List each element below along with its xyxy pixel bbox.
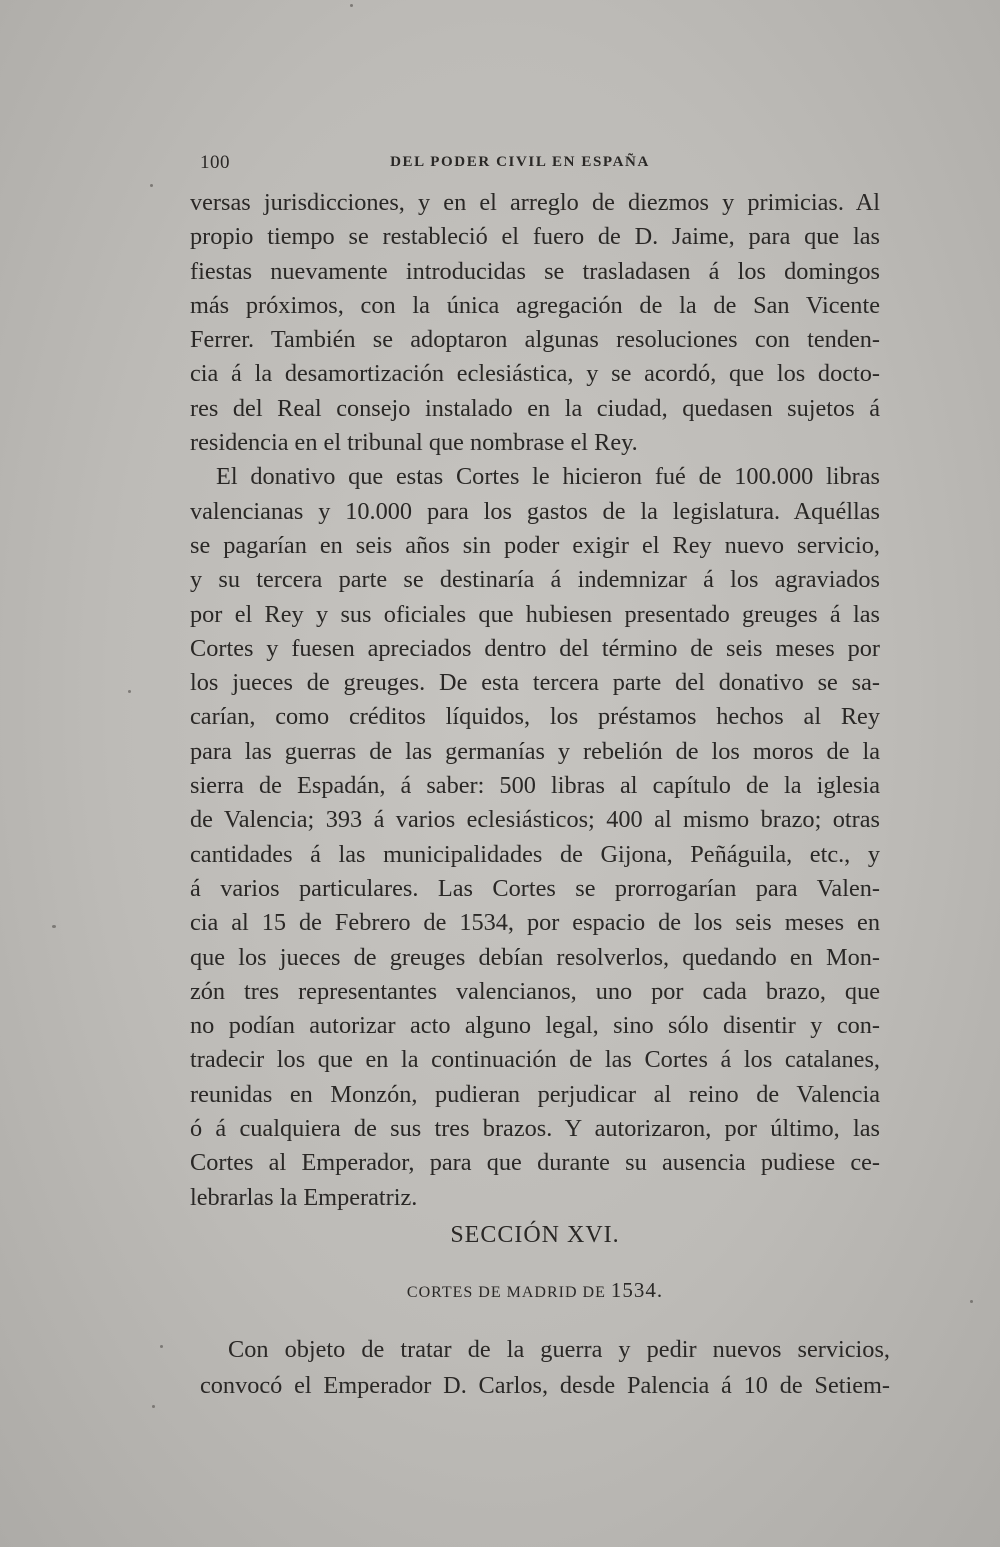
- text-line: valencianas y 10.000 para los gastos de la legislatura. Aquéllas: [190, 497, 880, 525]
- print-speck: [160, 1345, 163, 1348]
- text-line: propio tiempo se restableció el fuero de D. Jaime, para que las: [190, 223, 880, 251]
- page-number: 100: [200, 152, 230, 173]
- text-line: de Valencia; 393 á varios eclesiásticos; 400 al mismo brazo; otras: [190, 806, 880, 834]
- print-speck: [128, 690, 131, 693]
- text-line: convocó el Emperador D. Carlos, desde Palencia á 10 de Setiem-: [200, 1372, 890, 1399]
- text-line: para las guerras de las germanías y rebelión de los moros de la: [190, 737, 880, 765]
- print-speck: [350, 4, 353, 7]
- text-line: á varios particulares. Las Cortes se prorrogarían para Valen-: [190, 874, 880, 902]
- text-line: se pagarían en seis años sin poder exigir el Rey nuevo servicio,: [190, 531, 880, 559]
- section-subheading-year: 1534.: [610, 1278, 664, 1302]
- text-line: carían, como créditos líquidos, los préstamos hechos al Rey: [190, 703, 880, 731]
- text-line: por el Rey y sus oficiales que hubiesen presentado greuges á las: [190, 600, 880, 628]
- section-subheading: [190, 1278, 880, 1303]
- text-line: Cortes al Emperador, para que durante su ausencia pudiese ce-: [190, 1149, 880, 1177]
- body-text: [190, 186, 880, 1215]
- print-speck: [52, 925, 56, 928]
- text-line: y su tercera parte se destinaría á indemnizar á los agraviados: [190, 566, 880, 594]
- paragraph: [190, 460, 880, 1215]
- text-line: cantidades á las municipalidades de Gijona, Peñáguila, etc., y: [190, 840, 880, 868]
- print-speck: [152, 1405, 155, 1408]
- text-line: fiestas nuevamente introducidas se trasladasen á los domingos: [190, 257, 880, 285]
- text-line: no podían autorizar acto alguno legal, sino sólo disentir y con-: [190, 1012, 880, 1040]
- text-line: los jueces de greuges. De esta tercera parte del donativo se sa-: [190, 669, 880, 697]
- text-line: zón tres representantes valencianos, uno por cada brazo, que: [190, 977, 880, 1005]
- text-line: residencia en el tribunal que nombrase el Rey.: [190, 429, 638, 457]
- text-line: cia á la desamortización eclesiástica, y se acordó, que los docto-: [190, 360, 880, 388]
- text-line: tradecir los que en la continuación de las Cortes á los catalanes,: [190, 1046, 880, 1074]
- text-line: Cortes y fuesen apreciados dentro del término de seis meses por: [190, 634, 880, 662]
- section-subheading-text: CORTES DE MADRID DE: [406, 1284, 606, 1301]
- text-line: cia al 15 de Febrero de 1534, por espacio de los seis meses en: [190, 909, 880, 937]
- paragraph: [190, 186, 880, 460]
- section-heading: SECCIÓN XVI.: [450, 1222, 620, 1248]
- page-header: [200, 152, 880, 178]
- text-line: que los jueces de greuges debían resolverlos, quedando en Mon-: [190, 943, 880, 971]
- text-line: res del Real consejo instalado en la ciudad, quedasen sujetos á: [190, 394, 880, 422]
- text-line: ó á cualquiera de sus tres brazos. Y autorizaron, por último, las: [190, 1115, 880, 1143]
- text-line: El donativo que estas Cortes le hicieron fué de 100.000 libras: [216, 463, 880, 491]
- text-line: versas jurisdicciones, y en el arreglo de diezmos y primicias. Al: [190, 189, 880, 216]
- text-line: sierra de Espadán, á saber: 500 libras al capítulo de la iglesia: [190, 772, 880, 800]
- text-line: lebrarlas la Emperatriz.: [190, 1183, 418, 1211]
- text-line: Ferrer. También se adoptaron algunas resoluciones con tenden-: [190, 326, 880, 354]
- print-speck: [970, 1300, 973, 1303]
- print-speck: [150, 184, 153, 187]
- running-title-text: DEL PODER CIVIL EN ESPAÑA: [390, 154, 650, 170]
- text-line: reunidas en Monzón, pudieran perjudicar al reino de Valencia: [190, 1080, 880, 1108]
- running-title: [200, 154, 880, 171]
- body-text-continued: [200, 1332, 890, 1404]
- text-line: más próximos, con la única agregación de la de San Vicente: [190, 291, 880, 319]
- text-line: Con objeto de tratar de la guerra y pedir nuevos servicios,: [228, 1336, 890, 1363]
